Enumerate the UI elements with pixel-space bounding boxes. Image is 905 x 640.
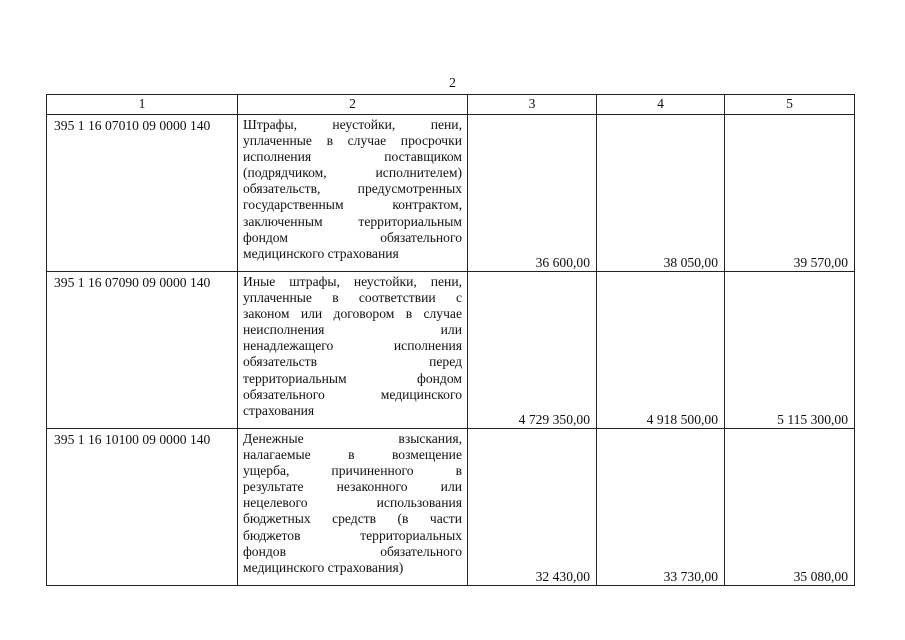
description-line: исполнения поставщиком <box>243 149 462 165</box>
description-line: обязательств, предусмотренных <box>243 181 462 197</box>
description-line: Денежные взыскания, <box>243 431 462 446</box>
table-header-row <box>47 95 855 115</box>
description-line: Иные штрафы, неустойки, пени, <box>243 274 462 289</box>
description-line: обязательств перед <box>243 354 462 370</box>
value-cell-5: 39 570,00 <box>725 115 855 272</box>
description-line: фондом обязательного <box>243 229 462 245</box>
description-cell <box>238 272 468 429</box>
description-line: территориальным фондом <box>243 370 462 386</box>
description-line: (подрядчиком, исполнителем) <box>243 165 462 181</box>
value-cell-4: 33 730,00 <box>597 429 725 586</box>
revenue-table <box>46 94 855 586</box>
header-cell-2: 2 <box>238 95 468 115</box>
value-cell-5: 35 080,00 <box>725 429 855 586</box>
header-cell-1: 1 <box>47 95 238 115</box>
description-line: уплаченные в случае просрочки <box>243 133 462 149</box>
description-line: ненадлежащего исполнения <box>243 338 462 354</box>
header-cell-3: 3 <box>468 95 597 115</box>
description-line: страхования <box>243 402 315 418</box>
value-cell-4: 38 050,00 <box>597 115 725 272</box>
value-cell-5: 5 115 300,00 <box>725 272 855 429</box>
description-line: заключенным территориальным <box>243 213 462 229</box>
description-line: законом или договором в случае <box>243 306 462 322</box>
description-line: результате незаконного или <box>243 479 462 495</box>
header-cell-4: 4 <box>597 95 725 115</box>
value-cell-3: 4 729 350,00 <box>468 272 597 429</box>
description-line: обязательного медицинского <box>243 386 462 402</box>
table-row <box>47 115 855 272</box>
description-line: медицинского страхования) <box>243 559 404 575</box>
description-line: фондов обязательного <box>243 543 462 559</box>
description-line: уплаченные в соответствии с <box>243 290 462 306</box>
table-row <box>47 429 855 586</box>
description-line: неисполнения или <box>243 322 462 338</box>
description-cell <box>238 429 468 586</box>
description-line: налагаемые в возмещение <box>243 447 462 463</box>
description-line: бюджетов территориальных <box>243 527 462 543</box>
value-cell-3: 32 430,00 <box>468 429 597 586</box>
page-number: 2 <box>449 76 456 91</box>
description-line: Штрафы, неустойки, пени, <box>243 117 462 132</box>
description-line: государственным контрактом, <box>243 197 462 213</box>
budget-code-cell: 395 1 16 07010 09 0000 140 <box>47 115 238 272</box>
description-line: ущерба, причиненного в <box>243 463 462 479</box>
value-cell-3: 36 600,00 <box>468 115 597 272</box>
description-line: бюджетных средств (в части <box>243 511 462 527</box>
budget-code-cell: 395 1 16 10100 09 0000 140 <box>47 429 238 586</box>
description-cell <box>238 115 468 272</box>
header-cell-5: 5 <box>725 95 855 115</box>
table-row <box>47 272 855 429</box>
budget-code-cell: 395 1 16 07090 09 0000 140 <box>47 272 238 429</box>
description-line: нецелевого использования <box>243 495 462 511</box>
description-line: медицинского страхования <box>243 245 399 261</box>
value-cell-4: 4 918 500,00 <box>597 272 725 429</box>
